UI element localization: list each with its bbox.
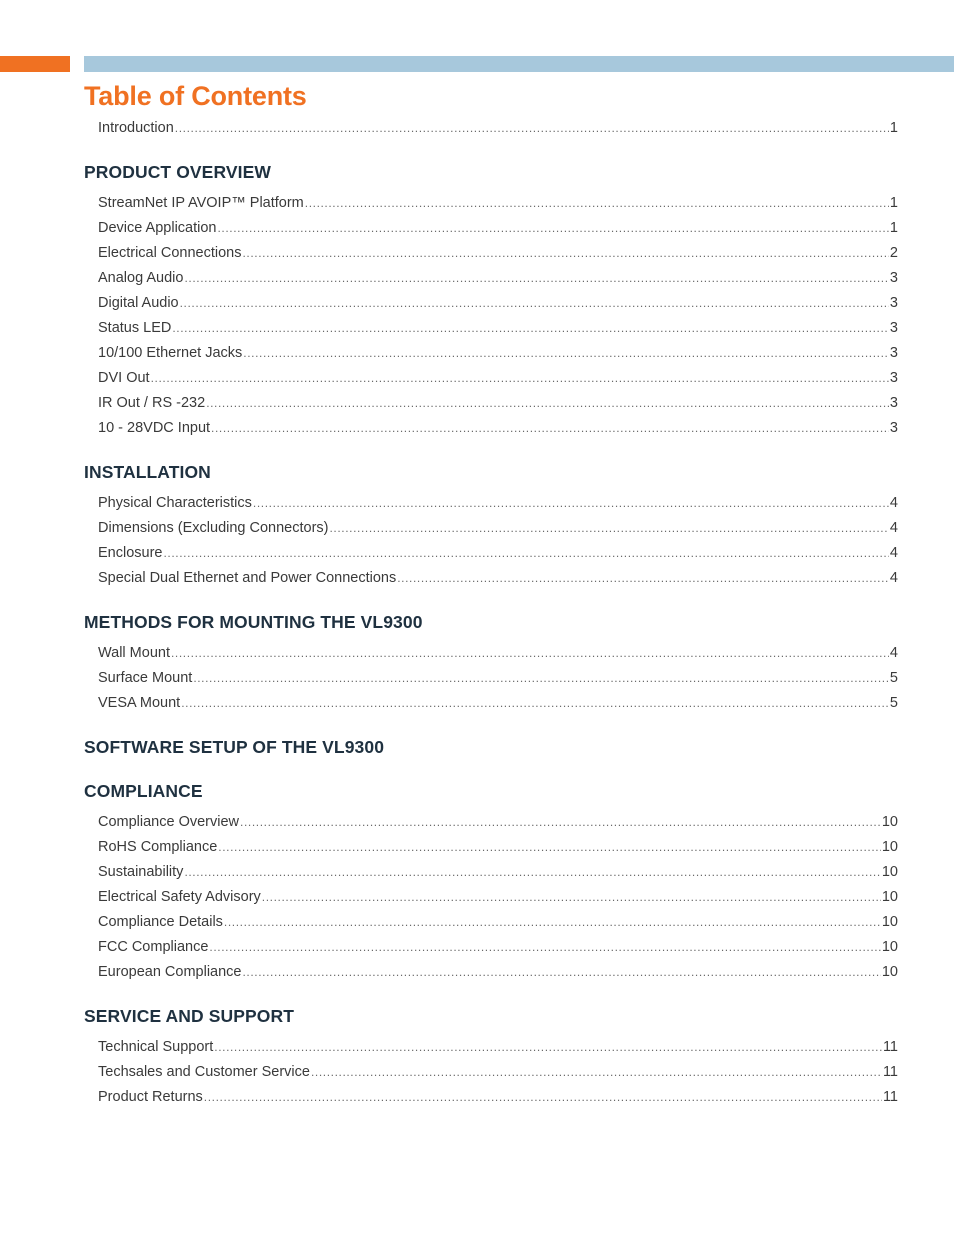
dot-leader [218, 216, 889, 241]
toc-page-number: 4 [889, 495, 898, 511]
toc-page-number: 10 [881, 814, 898, 830]
blue-header-bar [84, 56, 954, 72]
toc-entry[interactable] [84, 241, 898, 266]
dot-leader [171, 641, 889, 666]
toc-entry-label: Enclosure [98, 545, 163, 561]
toc-entry-label: Device Application [98, 220, 217, 236]
toc-page-number: 5 [889, 670, 898, 686]
toc-entry[interactable] [84, 960, 898, 985]
spacer [84, 141, 898, 160]
toc-entry-label: RoHS Compliance [98, 839, 218, 855]
dot-leader [305, 191, 889, 216]
toc-entry[interactable] [84, 1060, 898, 1085]
dot-leader [193, 666, 889, 691]
toc-page-number: 3 [889, 370, 898, 386]
toc-entry-label: Product Returns [98, 1089, 203, 1105]
toc-entry[interactable] [84, 116, 898, 141]
toc-entry[interactable] [84, 191, 898, 216]
toc-entry[interactable] [84, 291, 898, 316]
toc-entry-label: Surface Mount [98, 670, 193, 686]
toc-entry-label: Introduction [98, 120, 174, 136]
toc-entry-label: Compliance Overview [98, 814, 240, 830]
table-of-contents [84, 116, 898, 1110]
spacer [84, 760, 898, 779]
dot-leader [218, 835, 881, 860]
toc-entry-label: VESA Mount [98, 695, 181, 711]
toc-page-number: 3 [889, 395, 898, 411]
toc-entry[interactable] [84, 1035, 898, 1060]
spacer [84, 985, 898, 1004]
toc-entry[interactable] [84, 641, 898, 666]
toc-entry-label: FCC Compliance [98, 939, 209, 955]
spacer [84, 441, 898, 460]
toc-entry-label: Sustainability [98, 864, 184, 880]
dot-leader [172, 316, 889, 341]
dot-leader [262, 885, 881, 910]
toc-page-number: 10 [881, 864, 898, 880]
dot-leader [181, 691, 889, 716]
toc-entry[interactable] [84, 391, 898, 416]
toc-entry-label: Technical Support [98, 1039, 214, 1055]
toc-entry[interactable] [84, 216, 898, 241]
toc-page-number: 10 [881, 964, 898, 980]
toc-entry[interactable] [84, 566, 898, 591]
toc-entry-label: European Compliance [98, 964, 242, 980]
toc-page-number: 4 [889, 520, 898, 536]
toc-entry-label: Techsales and Customer Service [98, 1064, 310, 1080]
toc-page-number: 11 [882, 1039, 898, 1055]
toc-entry-label: Dimensions (Excluding Connectors) [98, 520, 329, 536]
dot-leader [243, 341, 889, 366]
dot-leader [240, 810, 881, 835]
toc-entry[interactable] [84, 860, 898, 885]
dot-leader [180, 291, 889, 316]
toc-entry[interactable] [84, 835, 898, 860]
toc-entry-label: 10/100 Ethernet Jacks [98, 345, 243, 361]
spacer [84, 591, 898, 610]
toc-page-number: 3 [889, 320, 898, 336]
toc-entry-label: Status LED [98, 320, 172, 336]
toc-entry-label: Electrical Safety Advisory [98, 889, 261, 905]
dot-leader [206, 391, 889, 416]
toc-entry-label: StreamNet IP AVOIP™ Platform [98, 195, 304, 211]
toc-entry[interactable] [84, 366, 898, 391]
dot-leader [224, 910, 881, 935]
dot-leader [211, 416, 889, 441]
toc-page-number: 3 [889, 295, 898, 311]
toc-entry[interactable] [84, 1085, 898, 1110]
section-heading: PRODUCT OVERVIEW [84, 162, 271, 182]
page-title: Table of Contents [84, 81, 307, 111]
dot-leader [204, 1085, 882, 1110]
toc-page-number: 11 [882, 1064, 898, 1080]
toc-entry-label: Digital Audio [98, 295, 179, 311]
toc-page-number: 10 [881, 939, 898, 955]
toc-page-number: 10 [881, 889, 898, 905]
toc-entry[interactable] [84, 491, 898, 516]
toc-entry-label: Special Dual Ethernet and Power Connections [98, 570, 397, 586]
dot-leader [175, 116, 889, 141]
toc-entry[interactable] [84, 416, 898, 441]
toc-entry[interactable] [84, 910, 898, 935]
dot-leader [330, 516, 889, 541]
dot-leader [242, 960, 880, 985]
dot-leader [151, 366, 889, 391]
toc-entry-label: DVI Out [98, 370, 150, 386]
toc-entry[interactable] [84, 341, 898, 366]
section-heading: COMPLIANCE [84, 781, 203, 801]
toc-page-number: 4 [889, 570, 898, 586]
toc-entry[interactable] [84, 810, 898, 835]
toc-page-number: 1 [889, 120, 898, 136]
toc-entry-label: Compliance Details [98, 914, 223, 930]
toc-entry-label: Analog Audio [98, 270, 184, 286]
section-heading: METHODS FOR MOUNTING THE VL9300 [84, 612, 423, 632]
orange-accent-bar [0, 56, 70, 72]
toc-entry-label: Wall Mount [98, 645, 170, 661]
dot-leader [242, 241, 888, 266]
toc-entry[interactable] [84, 885, 898, 910]
toc-page-number: 3 [889, 420, 898, 436]
dot-leader [209, 935, 880, 960]
toc-entry-label: 10 - 28VDC Input [98, 420, 211, 436]
dot-leader [163, 541, 888, 566]
toc-entry[interactable] [84, 541, 898, 566]
section-heading: SOFTWARE SETUP OF THE VL9300 [84, 737, 385, 757]
toc-page-number: 1 [889, 220, 898, 236]
toc-entry[interactable] [84, 691, 898, 716]
toc-entry[interactable] [84, 666, 898, 691]
toc-entry[interactable] [84, 516, 898, 541]
dot-leader [184, 860, 880, 885]
dot-leader [253, 491, 889, 516]
dot-leader [214, 1035, 882, 1060]
toc-entry[interactable] [84, 266, 898, 291]
toc-page-number: 1 [889, 195, 898, 211]
spacer [84, 716, 898, 735]
toc-page-number: 11 [882, 1089, 898, 1105]
toc-page-number: 5 [889, 695, 898, 711]
dot-leader [184, 266, 888, 291]
toc-entry-label: IR Out / RS -232 [98, 395, 206, 411]
toc-page-number: 10 [881, 914, 898, 930]
toc-entry[interactable] [84, 935, 898, 960]
toc-page-number: 4 [889, 545, 898, 561]
toc-page-number: 4 [889, 645, 898, 661]
toc-page-number: 10 [881, 839, 898, 855]
toc-entry-label: Electrical Connections [98, 245, 242, 261]
dot-leader [397, 566, 889, 591]
toc-page-number: 3 [889, 270, 898, 286]
toc-page-number: 3 [889, 345, 898, 361]
dot-leader [311, 1060, 882, 1085]
section-heading: SERVICE AND SUPPORT [84, 1006, 294, 1026]
toc-page-number: 2 [889, 245, 898, 261]
toc-entry[interactable] [84, 316, 898, 341]
toc-entry-label: Physical Characteristics [98, 495, 252, 511]
section-heading: INSTALLATION [84, 462, 211, 482]
